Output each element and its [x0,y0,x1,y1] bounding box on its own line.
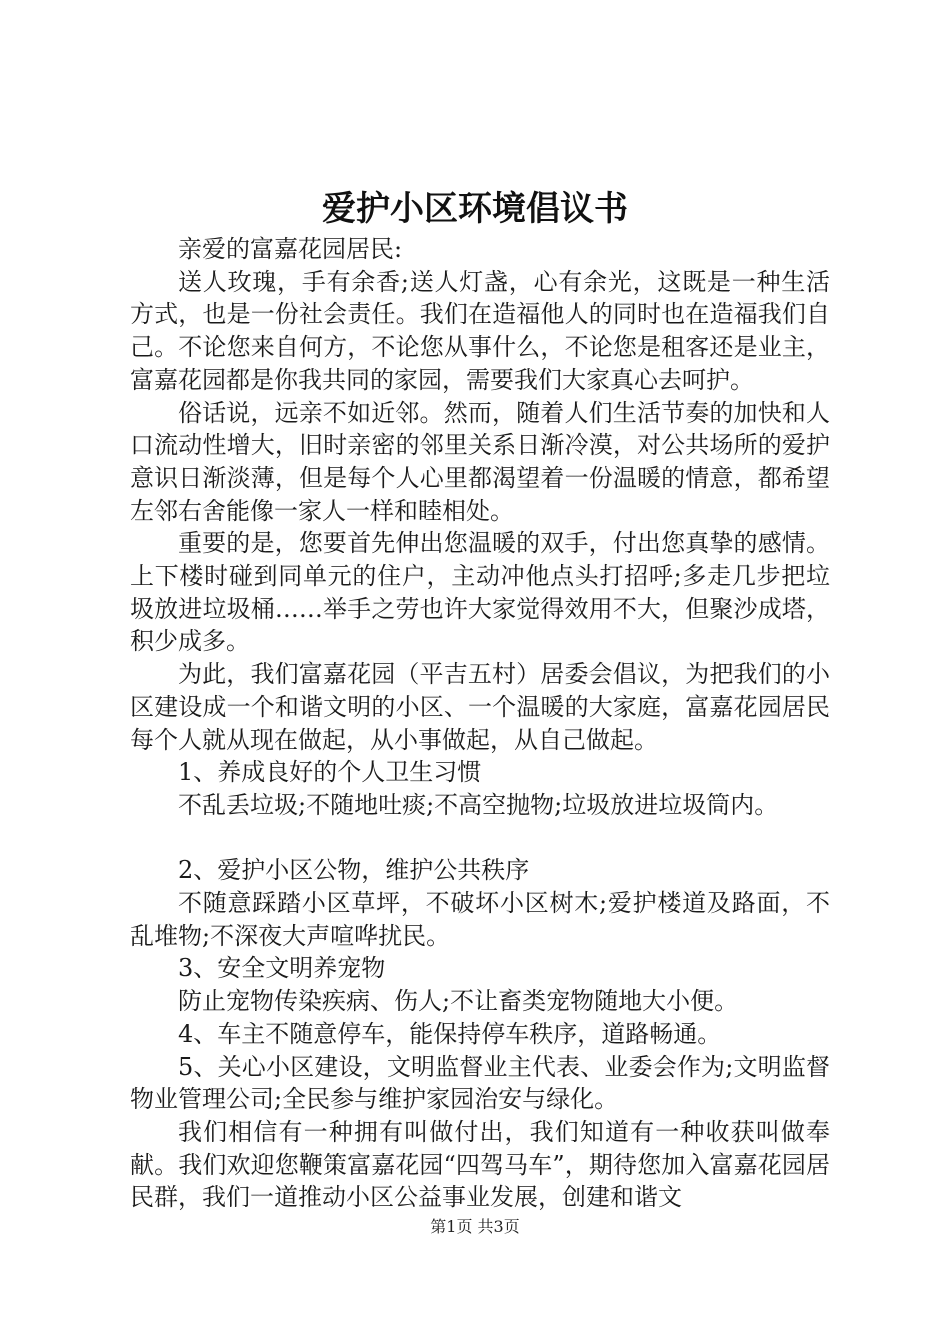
closing-paragraph: 我们相信有一种拥有叫做付出，我们知道有一种收获叫做奉献。我们欢迎您鞭策富嘉花园“四驾马车”，期待您加入富嘉花园居民群，我们一道推动小区公益事业发展，创建和谐文 [130,1117,830,1212]
salutation: 亲爱的富嘉花园居民: [178,235,403,263]
page-footer: 第1页 共3页 [430,1217,520,1236]
document-body [130,233,830,1214]
item-1-detail: 不乱丢垃圾;不随地吐痰;不高空抛物;垃圾放进垃圾筒内。 [178,790,779,819]
paragraph-3: 重要的是，您要首先伸出您温暖的双手，付出您真挚的感情。上下楼时碰到同单元的住户，主动冲他点头打招呼;多走几步把垃圾放进垃圾桶……举手之劳也许大家觉得效用不大，但聚沙成塔，积少成多。 [130,529,830,656]
paragraph-1: 送人玫瑰，手有余香;送人灯盏，心有余光，这既是一种生活方式，也是一份社会责任。我们在造福他人的同时也在造福我们自己。不论您来自何方，不论您从事什么，不论您是租客还是业主，富嘉花园都是你我共同的家园，需要我们大家真心去呵护。 [130,267,830,394]
item-4-heading: 4、车主不随意停车，能保持停车秩序，道路畅通。 [178,1019,722,1048]
blank-line [130,822,830,855]
document-title: 爱护小区环境倡议书 [322,189,628,229]
paragraph-4: 为此，我们富嘉花园（平吉五村）居委会倡议，为把我们的小区建设成一个和谐文明的小区、一个温暖的大家庭，富嘉花园居民每个人就从现在做起，从小事做起，从自己做起。 [130,660,830,754]
paragraph-2: 俗话说，远亲不如近邻。然而，随着人们生活节奏的加快和人口流动性增大，旧时亲密的邻里关系日渐冷漠，对公共场所的爱护意识日渐淡薄，但是每个人心里都渴望着一份温暖的情意，都希望左邻右舍能像一家人一样和睦相处。 [130,398,830,525]
item-2-heading: 2、爱护小区公物，维护公共秩序 [178,856,530,885]
item-3-detail: 防止宠物传染疾病、伤人;不让畜类宠物随地大小便。 [178,987,739,1016]
item-2-detail: 不随意踩踏小区草坪，不破坏小区树木;爱护楼道及路面，不乱堆物;不深夜大声喧哗扰民。 [130,889,830,950]
item-5-heading: 5、关心小区建设，文明监督业主代表、业委会作为;文明监督物业管理公司;全民参与维护家园治安与绿化。 [130,1052,830,1114]
item-3-heading: 3、安全文明养宠物 [178,954,386,983]
item-1-heading: 1、养成良好的个人卫生习惯 [178,758,482,787]
